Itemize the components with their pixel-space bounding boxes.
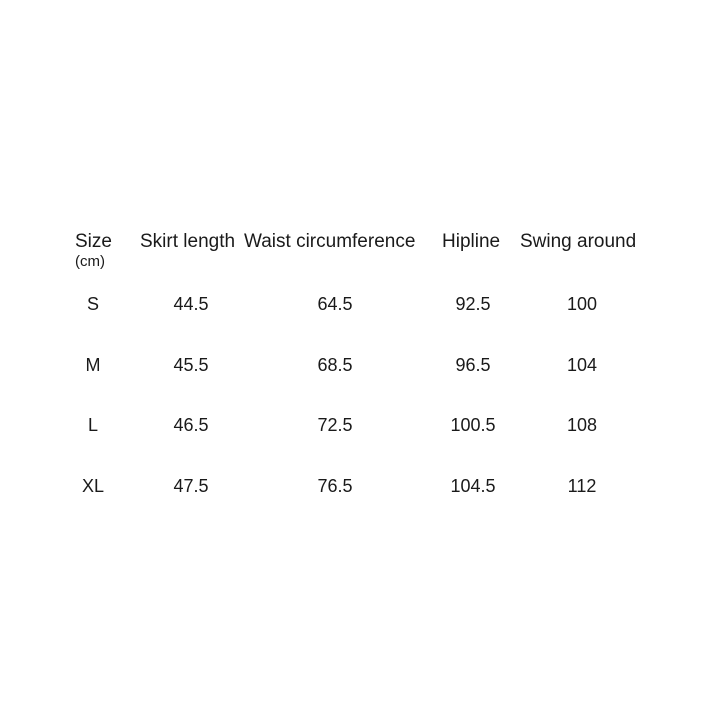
header-skirt-length: Skirt length	[140, 231, 236, 252]
cell-waist: 64.5	[317, 294, 353, 314]
cell-hipline: 100.5	[450, 415, 496, 435]
header-swing-around: Swing around	[520, 231, 637, 252]
cell-skirt-length: 47.5	[173, 476, 209, 496]
cell-skirt-length: 44.5	[173, 294, 209, 314]
header-hipline: Hipline	[442, 231, 501, 252]
cell-waist: 76.5	[317, 476, 353, 496]
cell-hipline: 104.5	[450, 476, 496, 496]
header-waist-circumference: Waist circumference	[244, 231, 416, 252]
cell-waist: 72.5	[317, 415, 353, 435]
cell-size: L	[87, 415, 99, 435]
cell-swing: 108	[566, 415, 598, 435]
cell-waist: 68.5	[317, 355, 353, 375]
header-unit: (cm)	[75, 253, 105, 270]
cell-skirt-length: 45.5	[173, 355, 209, 375]
cell-size: XL	[81, 476, 105, 496]
cell-size: S	[86, 294, 100, 314]
header-size: Size	[75, 231, 112, 252]
cell-hipline: 92.5	[455, 294, 491, 314]
cell-swing: 104	[566, 355, 598, 375]
cell-skirt-length: 46.5	[173, 415, 209, 435]
cell-swing: 112	[567, 476, 597, 496]
cell-size: M	[85, 355, 101, 375]
cell-swing: 100	[566, 294, 598, 314]
cell-hipline: 96.5	[455, 355, 491, 375]
